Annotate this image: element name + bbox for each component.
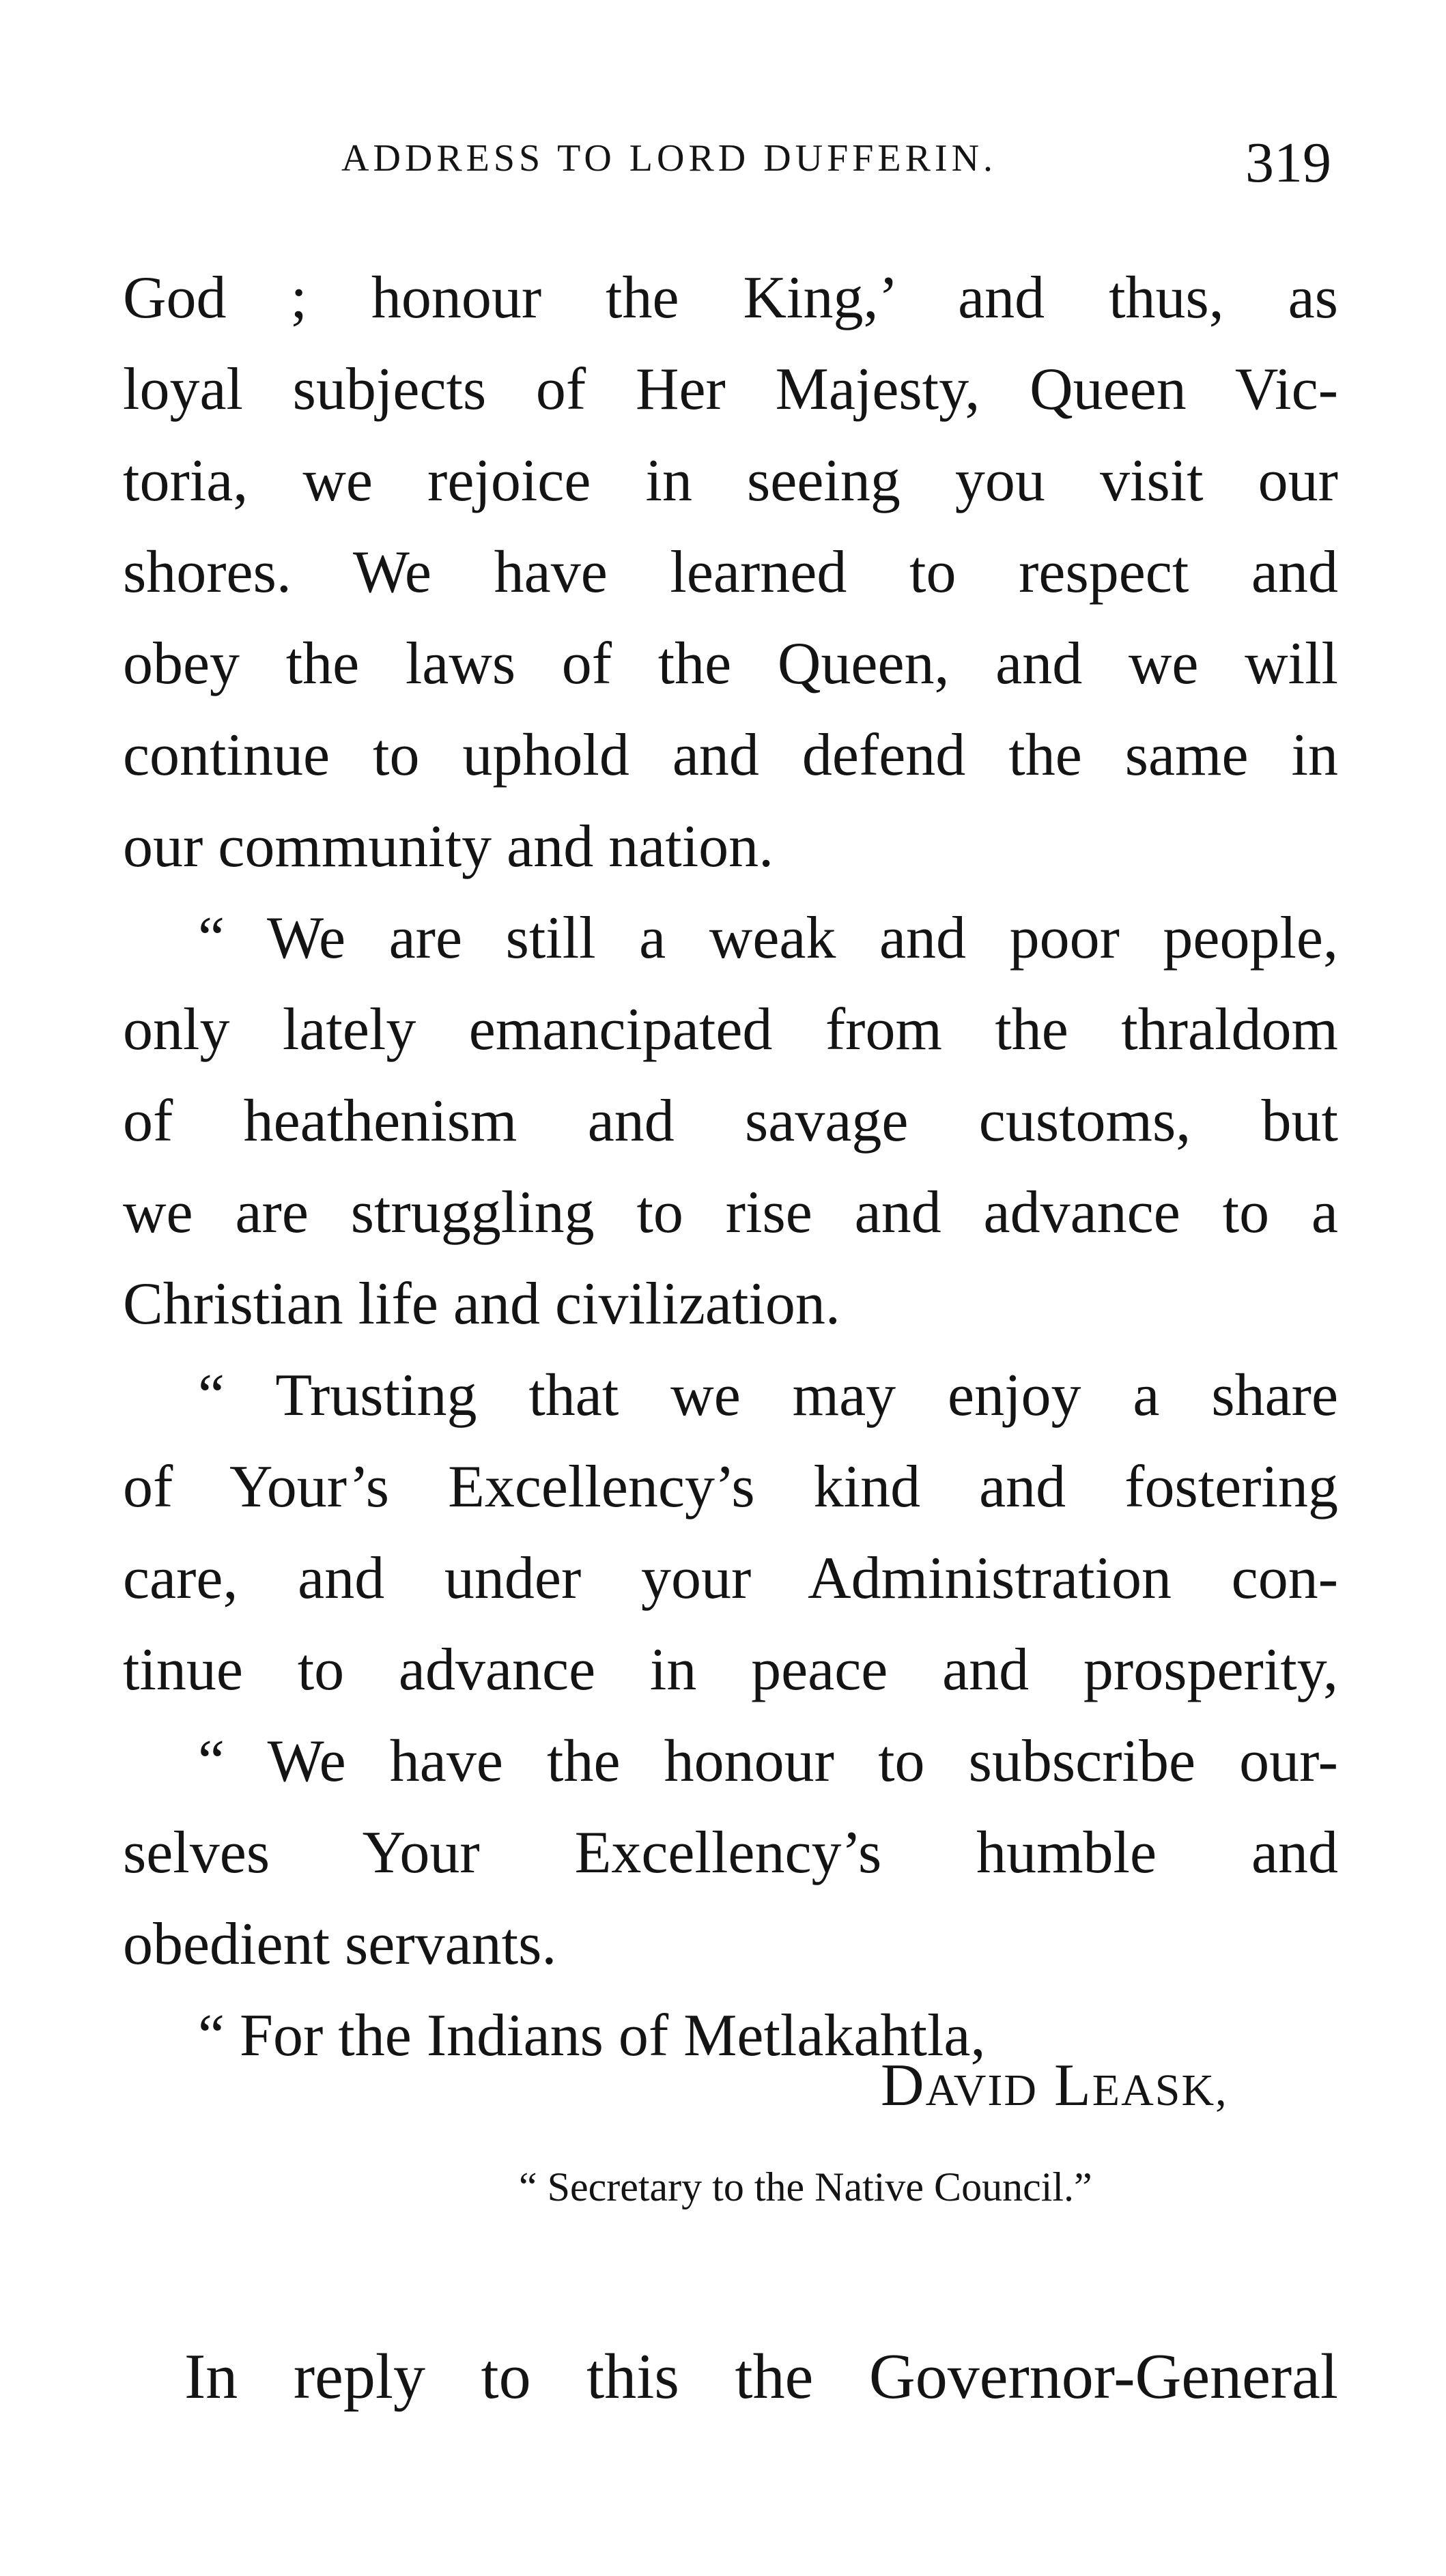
text-line: we are struggling to rise and advance to a	[123, 1179, 1338, 1246]
text-line: “ We are still a weak and poor people,	[198, 905, 1338, 971]
signer-name	[881, 2051, 1228, 2120]
closing-line: In reply to this the Governor-General	[184, 2341, 1338, 2412]
signer-last-initial: L	[1054, 2052, 1092, 2119]
text-line: “ We have the honour to subscribe our-	[198, 1728, 1338, 1794]
text-line: God ; honour the King,’ and thus, as	[123, 265, 1338, 331]
text-line: our community and nation.	[123, 814, 774, 880]
text-line: of Your’s Excellency’s kind and fostering	[123, 1454, 1338, 1520]
body-text	[123, 253, 1338, 2082]
text-line: “ For the Indians of Metlakahtla,	[198, 2003, 986, 2069]
signer-title: “ Secretary to the Native Council.”	[519, 2164, 1092, 2209]
text-line: shores. We have learned to respect and	[123, 539, 1338, 605]
text-line: continue to uphold and defend the same in	[123, 722, 1338, 788]
paragraph	[123, 1716, 1338, 1990]
text-line: loyal subjects of Her Majesty, Queen Vic-	[123, 356, 1338, 423]
text-line: “ Trusting that we may enjoy a share	[198, 1362, 1338, 1429]
text-line: selves Your Excellency’s humble and	[123, 1820, 1338, 1886]
text-line: obey the laws of the Queen, and we will	[123, 631, 1338, 697]
signer-first-initial: D	[881, 2052, 926, 2119]
text-line: obedient servants.	[123, 1911, 557, 1977]
paragraph	[123, 893, 1338, 1350]
running-title: ADDRESS TO LORD DUFFERIN.	[341, 137, 997, 180]
page-number: 319	[1245, 131, 1331, 195]
text-line: only lately emancipated from the thraldom	[123, 997, 1338, 1063]
signer-first-rest: AVID	[925, 2065, 1038, 2115]
signer-last-rest: EASK,	[1092, 2065, 1228, 2115]
text-line: toria, we rejoice in seeing you visit our	[123, 448, 1338, 514]
paragraph	[123, 1350, 1338, 1716]
text-line: care, and under your Administration con-	[123, 1545, 1338, 1612]
text-line: of heathenism and savage customs, but	[123, 1088, 1338, 1154]
running-head	[123, 130, 1331, 195]
text-line: Christian life and civilization.	[123, 1271, 840, 1337]
paragraph	[123, 253, 1338, 893]
text-line: tinue to advance in peace and prosperity,	[123, 1637, 1338, 1703]
